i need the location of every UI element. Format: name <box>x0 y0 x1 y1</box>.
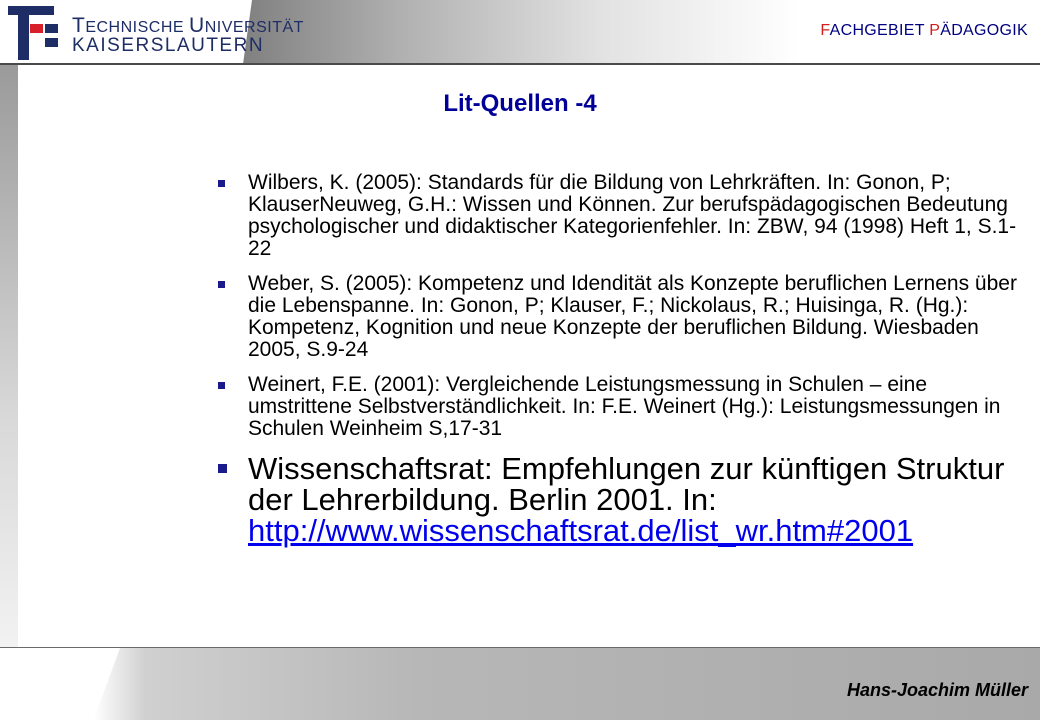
reference-list <box>214 172 1034 546</box>
square-bullet-icon <box>218 180 225 187</box>
university-name-line2: KAISERSLAUTERN <box>72 35 265 56</box>
logo-word-universitaet: NIVERSITÄT <box>204 19 304 36</box>
square-bullet-icon <box>218 464 227 473</box>
reference-text: Weber, S. (2005): Kompetenz und Idendität als Konzepte beruflichen Lernens über die Lebenspanne. In: Gonon, P; Klauser, F.; Nickolaus, R.; Huisinga, R. (Hg.): Kompetenz, Kognition und neue Konzepte der beruflichen Bildung. Wiesbaden 2005, S.9-24 <box>248 272 1017 361</box>
university-logo-icon <box>6 4 66 62</box>
wissenschaftsrat-link[interactable]: http://www.wissenschaftsrat.de/list_wr.htm#2001 <box>248 513 914 548</box>
dept-word-fachgebiet: ACHGEBIET <box>829 22 925 39</box>
dept-word-paedagogik: ÄDAGOGIK <box>940 22 1028 39</box>
logo-initial-u: U <box>189 14 205 37</box>
university-logo <box>6 4 304 62</box>
left-gradient-strip <box>0 64 18 648</box>
reference-text: Weinert, F.E. (2001): Vergleichende Leistungsmessung in Schulen – eine umstrittene Selbstverständlichkeit. In: F.E. Weinert (Hg.): Leistungsmessungen in Schulen Weinheim S,17-31 <box>248 373 1001 440</box>
footer-divider <box>0 647 1040 648</box>
department-label <box>820 22 1028 40</box>
square-bullet-icon <box>218 281 225 288</box>
reference-text: Wilbers, K. (2005): Standards für die Bildung von Lehrkräften. In: Gonon, P; KlauserNeuweg, G.H.: Wissen und Können. Zur berufspädagogischen Bedeutung psychologischer und didaktischer Kategorienfehler. In: ZBW, 94 (1998) Heft 1, S.1-22 <box>248 171 1017 260</box>
square-bullet-icon <box>218 382 225 389</box>
reference-item <box>214 172 1034 260</box>
author-name: Hans-Joachim Müller <box>846 680 1028 700</box>
dept-initial-p: P <box>929 22 941 39</box>
slide-title: Lit-Quellen -4 <box>443 90 597 117</box>
header-divider <box>0 63 1040 65</box>
university-name <box>72 14 304 57</box>
logo-initial-t: T <box>72 14 86 37</box>
reference-item-highlighted <box>214 453 1034 546</box>
reference-item <box>214 273 1034 361</box>
dept-initial-f: F <box>820 22 830 39</box>
logo-word-technische: ECHNISCHE <box>85 19 185 36</box>
reference-text: Wissenschaftsrat: Empfehlungen zur künftigen Struktur der Lehrerbildung. Berlin 2001. In: <box>248 451 1005 517</box>
reference-item <box>214 374 1034 440</box>
